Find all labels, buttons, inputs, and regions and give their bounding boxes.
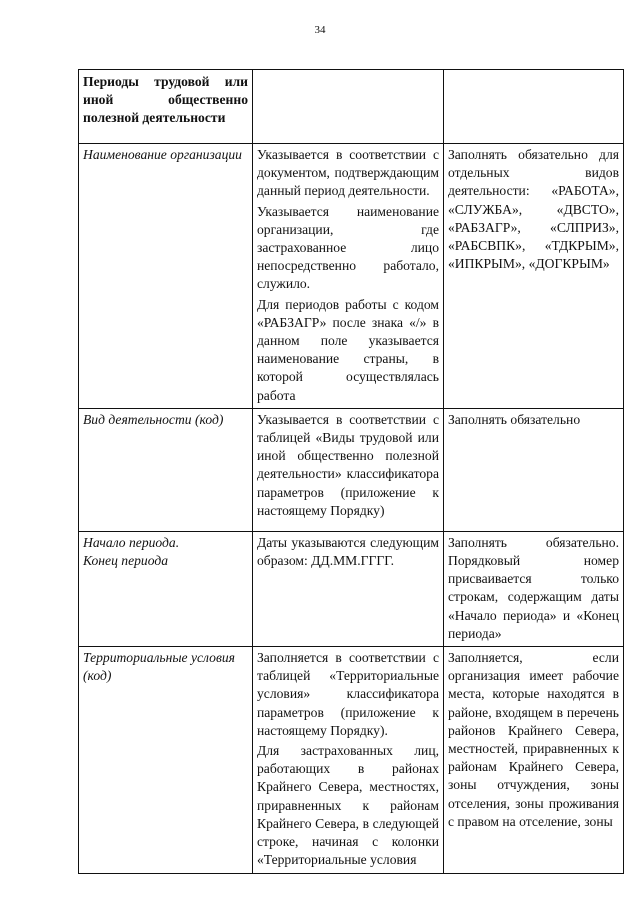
- description-paragraph: Для периодов работы с кодом «РАБЗАГР» после знака «/» в данном поле указывается наименование страны, в которой осуществлялась работа: [257, 296, 439, 403]
- field-name-line: Начало периода.: [83, 534, 180, 550]
- requirement-cell: Заполнять обязательно для отдельных видов деятельности: «РАБОТА», «СЛУЖБА», «ДВСТО», «РАБЗАГР», «СЛПРИЗ», «РАБСВПК», «ТДКРЫМ», «ИПКРЫМ», «ДОГКРЫМ»: [444, 144, 624, 409]
- header-cell: Периоды трудовой или иной общественно полезной деятельности: [79, 70, 253, 144]
- description-cell: [253, 647, 444, 873]
- description-paragraph: Указывается в соответствии с таблицей «Виды трудовой или иной общественно полезной деятельности» классификатора параметров (приложение к настоящему Порядку): [257, 411, 439, 518]
- field-name-cell: Вид деятельности (код): [79, 408, 253, 531]
- periods-table: [78, 69, 624, 874]
- description-cell: [253, 408, 444, 531]
- table-row: [79, 144, 624, 409]
- header-empty-cell: [444, 70, 624, 144]
- description-paragraph: Указывается наименование организации, где застрахованное лицо непосредственно работало, служило.: [257, 203, 439, 292]
- description-cell: [253, 531, 444, 646]
- requirement-cell: Заполнять обязательно. Порядковый номер присваивается только строкам, содержащим даты «Начало периода» и «Конец периода»: [444, 531, 624, 646]
- field-name-cell: Наименование организации: [79, 144, 253, 409]
- field-name-cell: Территориальные условия (код): [79, 647, 253, 873]
- table-header-row: [79, 70, 624, 144]
- header-empty-cell: [253, 70, 444, 144]
- field-name-cell: [79, 531, 253, 646]
- description-paragraph: Заполняется в соответствии с таблицей «Территориальные условия» классификатора параметров (приложение к настоящему Порядку).: [257, 650, 439, 738]
- description-paragraph: Для застрахованных лиц, работающих в районах Крайнего Севера, местностях, приравненных к районам Крайнего Севера, в следующей строке, начиная с колонки «Территориальные условия: [257, 743, 439, 868]
- description-paragraph: Указывается в соответствии с документом, подтверждающим данный период деятельности.: [257, 147, 439, 199]
- page-number: 34: [314, 24, 326, 36]
- table-row: [79, 647, 624, 873]
- requirement-cell: Заполняется, если организация имеет рабочие места, которые находятся в районе, входящем в перечень районов Крайнего Севера, местностей, приравненных к районам Крайнего Севера, зоны отчуждения, зоны отселения, зоны проживания с правом на отселение, зоны: [444, 647, 624, 873]
- table-row: [79, 408, 624, 531]
- description-paragraph: Даты указываются следующим образом: ДД.ММ.ГГГГ.: [257, 534, 439, 569]
- description-cell: [253, 144, 444, 409]
- table-row: [79, 531, 624, 646]
- requirement-cell: Заполнять обязательно: [444, 408, 624, 531]
- field-name-line: Конец периода: [83, 553, 168, 569]
